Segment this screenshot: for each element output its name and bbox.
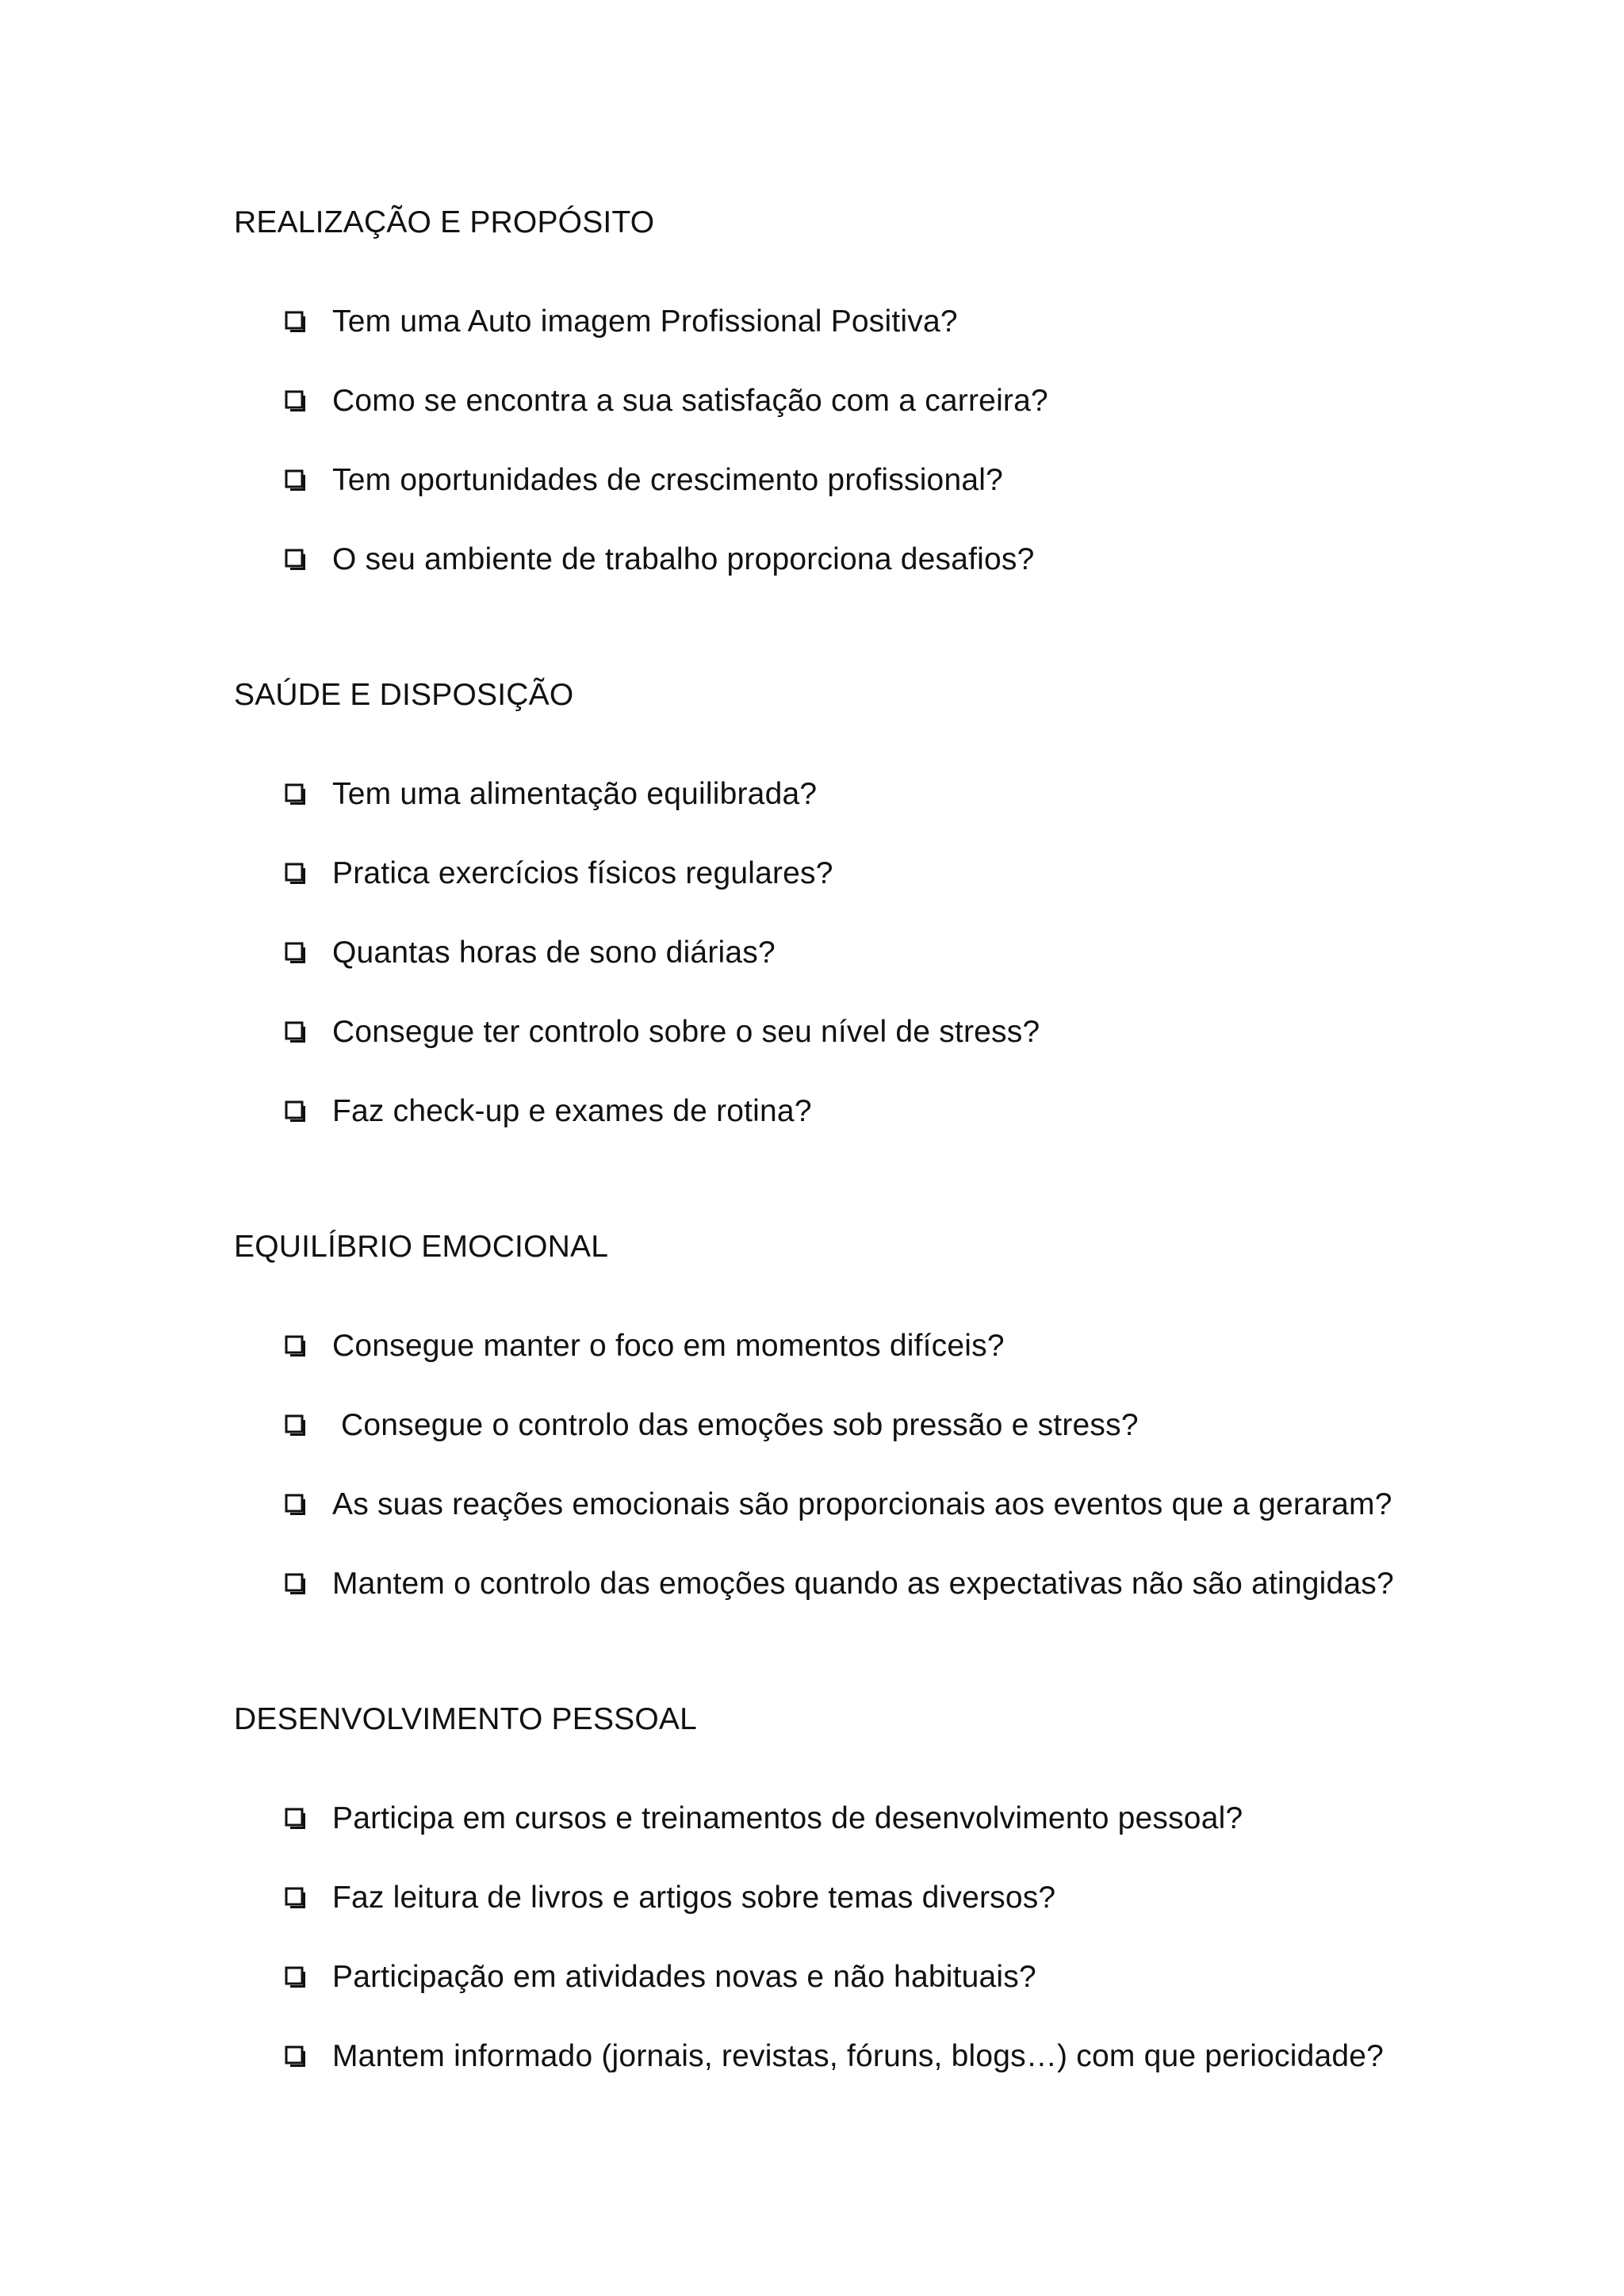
checkbox-icon[interactable] [285, 1887, 307, 1909]
checkbox-icon[interactable] [285, 1021, 307, 1043]
checklist-item-text: Mantem o controlo das emoções quando as expectativas não são atingidas? [332, 1567, 1394, 1601]
checklist-item-text: Consegue ter controlo sobre o seu nível de stress? [332, 1015, 1040, 1049]
checkbox-icon[interactable] [285, 549, 307, 571]
section-title: SAÚDE E DISPOSIÇÃO [234, 678, 574, 712]
checklist-item [234, 755, 1471, 834]
checkbox-icon[interactable] [285, 1494, 307, 1516]
checklist-item-text: Participação em atividades novas e não habituais? [332, 1960, 1036, 1994]
checklist-item-text: Tem oportunidades de crescimento profissional? [332, 463, 1003, 497]
checklist-item-text: Consegue manter o foco em momentos difíceis? [332, 1329, 1005, 1363]
checklist-item-text: Como se encontra a sua satisfação com a carreira? [332, 384, 1048, 418]
section-saude-disposicao [234, 675, 1471, 1128]
checklist-item-text: O seu ambiente de trabalho proporciona desafios? [332, 542, 1035, 576]
checklist-item [234, 1779, 1471, 1858]
checklist-item [234, 282, 1471, 362]
checklist-item [234, 993, 1471, 1072]
checklist-item [234, 362, 1471, 441]
checkbox-icon[interactable] [285, 1808, 307, 1830]
checkbox-icon[interactable] [285, 390, 307, 412]
checklist-item [234, 834, 1471, 913]
checklist-item [234, 1858, 1471, 1938]
checkbox-icon[interactable] [285, 783, 307, 806]
section-desenvolvimento-pessoal [234, 1700, 1471, 2073]
checkbox-icon[interactable] [285, 1335, 307, 1357]
checklist-item [234, 1307, 1471, 1386]
checklist-item [234, 913, 1471, 993]
checkbox-icon[interactable] [285, 469, 307, 492]
checklist-item-text: As suas reações emocionais são proporcionais aos eventos que a geraram? [332, 1487, 1392, 1521]
checkbox-icon[interactable] [285, 1966, 307, 1988]
section-realizacao-proposito [234, 203, 1471, 576]
checkbox-icon[interactable] [285, 863, 307, 885]
checklist-item [234, 1544, 1471, 1624]
checklist [234, 282, 1471, 599]
checkbox-icon[interactable] [285, 1100, 307, 1123]
checkbox-icon[interactable] [285, 942, 307, 964]
section-title: EQUILÍBRIO EMOCIONAL [234, 1230, 609, 1264]
checklist-item-text: Pratica exercícios físicos regulares? [332, 856, 833, 890]
section-title: DESENVOLVIMENTO PESSOAL [234, 1702, 698, 1736]
section-title: REALIZAÇÃO E PROPÓSITO [234, 205, 655, 239]
checklist-item-text: Faz check-up e exames de rotina? [332, 1094, 812, 1128]
checkbox-icon[interactable] [285, 1573, 307, 1595]
checklist-item [234, 2017, 1471, 2096]
checklist-item [234, 1465, 1471, 1544]
checkbox-icon[interactable] [285, 2045, 307, 2068]
checklist [234, 755, 1471, 1151]
checklist [234, 1779, 1471, 2096]
section-equilibrio-emocional [234, 1227, 1471, 1601]
checkbox-icon[interactable] [285, 311, 307, 333]
checklist-item [234, 520, 1471, 599]
checklist-item-text: Quantas horas de sono diárias? [332, 936, 776, 970]
checklist-item [234, 441, 1471, 520]
checklist-item-text: Mantem informado (jornais, revistas, fóruns, blogs…) com que periocidade? [332, 2039, 1385, 2073]
checklist [234, 1307, 1471, 1624]
checklist-item [234, 1938, 1471, 2017]
checkbox-icon[interactable] [285, 1414, 307, 1437]
checklist-item-text: Tem uma Auto imagem Profissional Positiva? [332, 304, 958, 339]
checklist-item-text: Faz leitura de livros e artigos sobre temas diversos? [332, 1881, 1056, 1915]
checklist-item [234, 1386, 1471, 1465]
checklist-item [234, 1072, 1471, 1151]
checklist-item-text: Tem uma alimentação equilibrada? [332, 777, 818, 811]
checklist-item-text: Participa em cursos e treinamentos de desenvolvimento pessoal? [332, 1801, 1243, 1835]
checklist-item-text: Consegue o controlo das emoções sob pressão e stress? [332, 1408, 1139, 1442]
